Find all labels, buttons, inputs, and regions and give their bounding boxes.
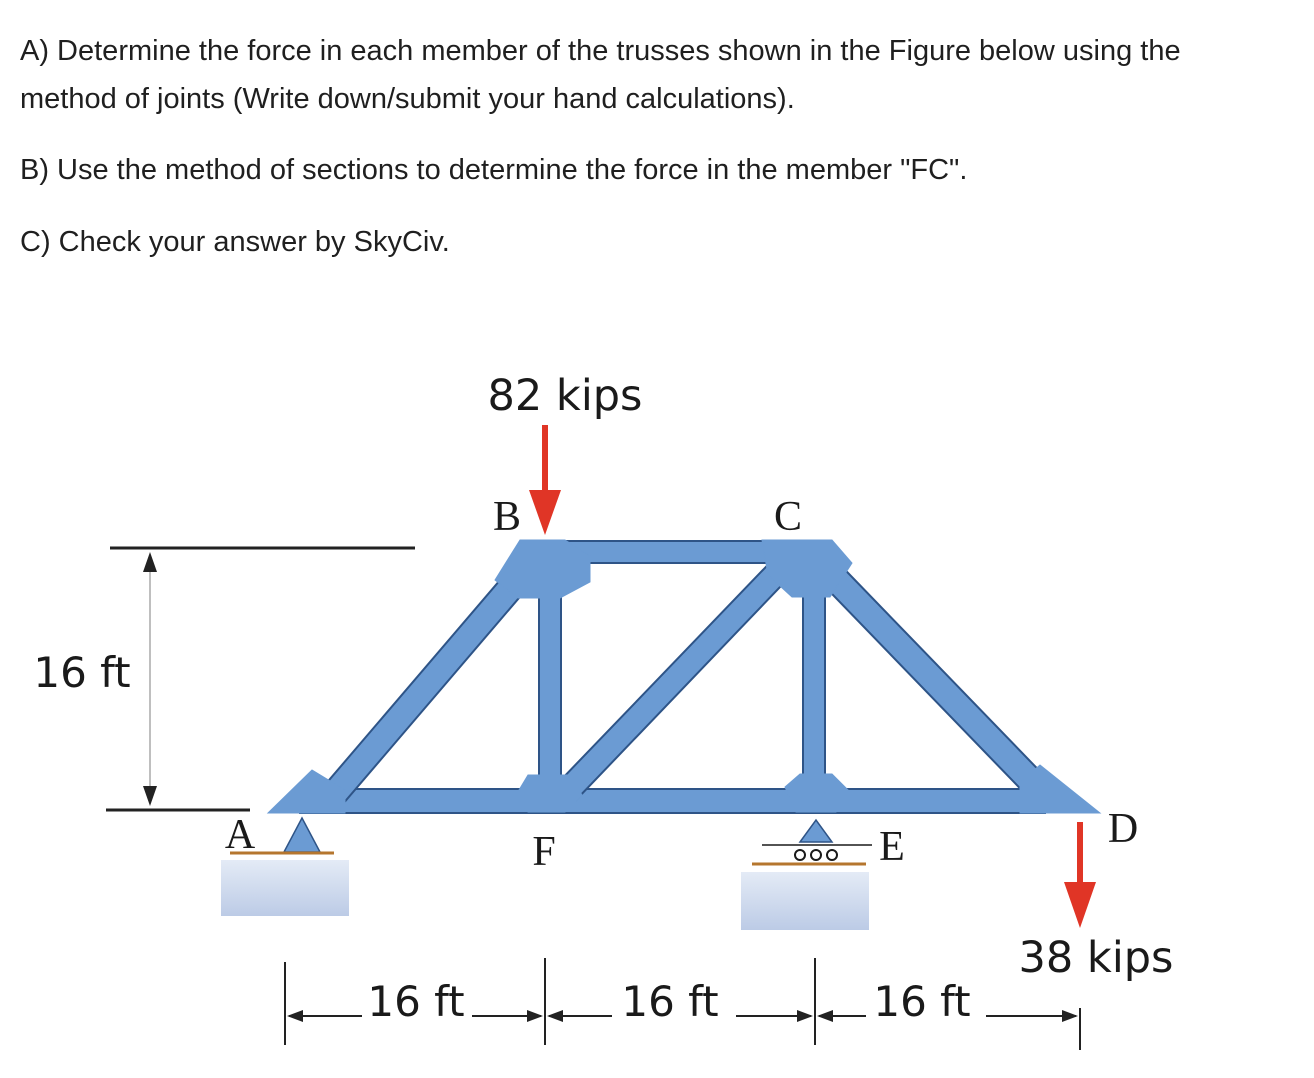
joint-label-F: F (532, 829, 556, 875)
member-FC (557, 547, 803, 800)
load-arrow-icon (529, 490, 561, 535)
load-label-D: 38 kips (1018, 933, 1174, 983)
question-c: C) Check your answer by SkyCiv. (20, 226, 450, 258)
member-CD (804, 546, 1058, 809)
member-AD-bottom-chord (300, 789, 1045, 813)
question-a-line-1: A) Determine the force in each member of the trusses shown in the Figure below using the (20, 35, 1181, 67)
load-label-B: 82 kips (487, 371, 643, 421)
gusset-D (1020, 765, 1100, 813)
question-b: B) Use the method of sections to determine the force in the member "FC". (20, 154, 968, 186)
gusset-E (785, 774, 848, 812)
joint-label-B: B (492, 494, 522, 540)
joint-label-E: E (879, 824, 905, 870)
pin-support-icon (284, 818, 320, 852)
roller-support-E (741, 820, 872, 930)
gusset-B (495, 540, 590, 598)
span-label-FE: 16 ft (621, 977, 719, 1026)
load-arrow-icon (1064, 882, 1096, 928)
span-label-AF: 16 ft (367, 977, 465, 1026)
joint-label-C: C (773, 494, 803, 540)
height-dimension-label: 16 ft (33, 648, 131, 697)
load-at-D (1019, 822, 1174, 983)
roller-support-icon (800, 820, 832, 842)
joint-label-D: D (1107, 806, 1139, 852)
joint-label-A: A (224, 812, 256, 858)
question-a-line-2: method of joints (Write down/submit your hand calculations). (20, 83, 795, 115)
span-dimension-labels (367, 977, 970, 1026)
span-label-ED: 16 ft (873, 977, 971, 1026)
truss-members (300, 541, 1058, 813)
